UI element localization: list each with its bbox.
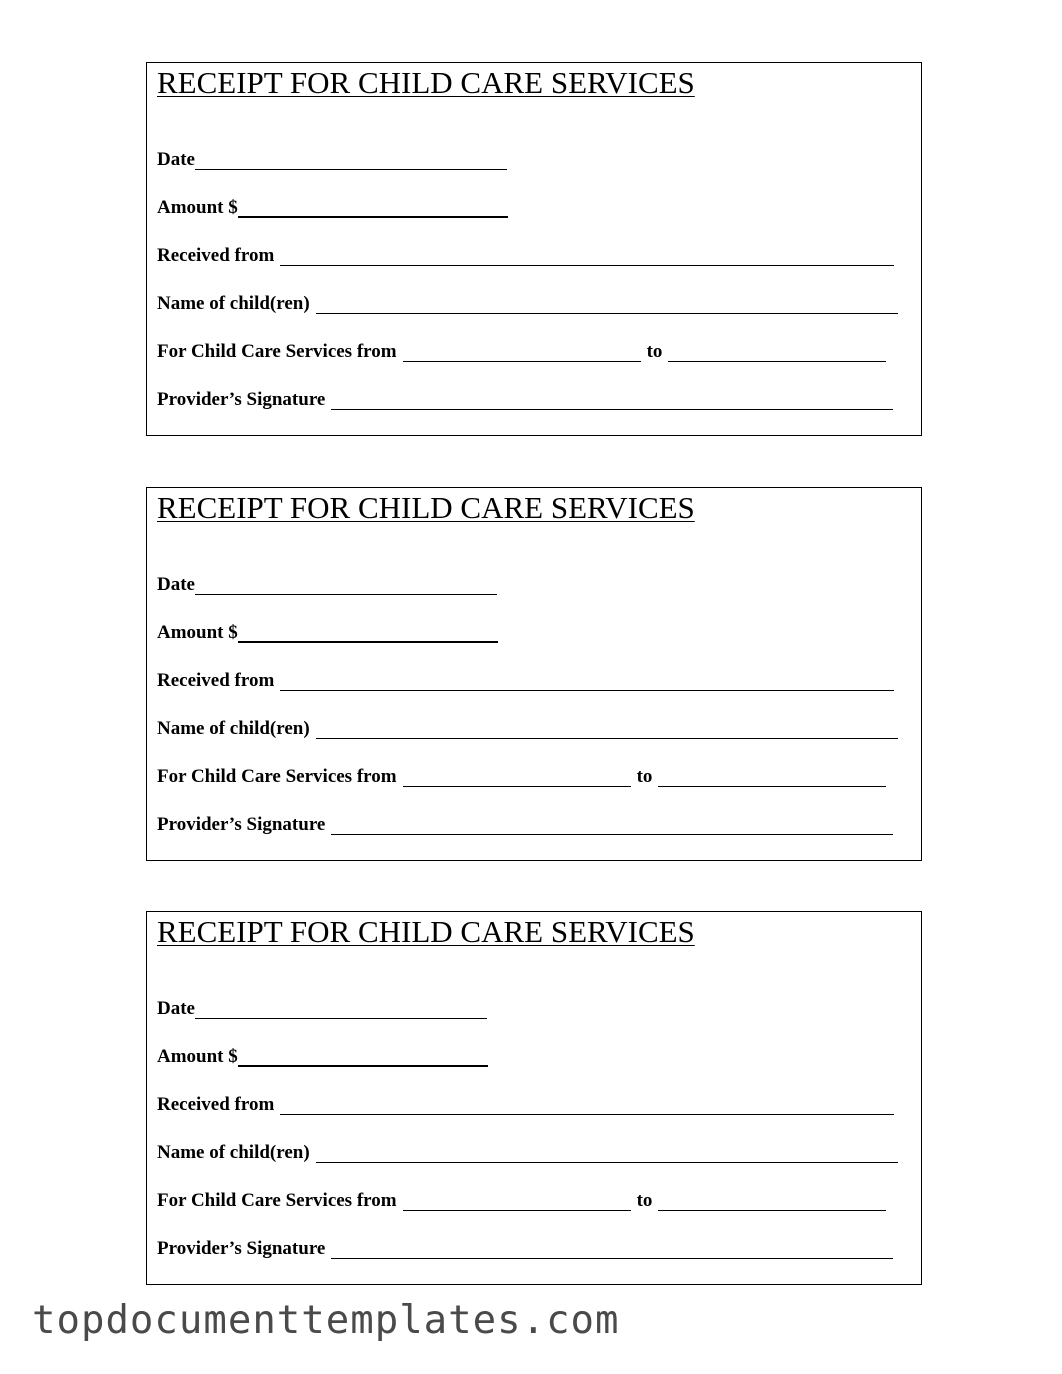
- signature-input-line[interactable]: [331, 1258, 893, 1259]
- received-from-input-line[interactable]: [280, 1114, 894, 1115]
- service-period-field: [157, 341, 886, 365]
- date-field: [157, 998, 487, 1022]
- service-to-input-line[interactable]: [658, 786, 886, 787]
- received-from-label: Received from: [157, 1094, 275, 1115]
- received-from-field: [157, 245, 894, 269]
- service-from-label: For Child Care Services from: [157, 766, 397, 787]
- received-from-field: [157, 1094, 894, 1118]
- amount-label: Amount $: [157, 622, 238, 643]
- received-from-input-line[interactable]: [280, 265, 894, 266]
- service-from-input-line[interactable]: [403, 1210, 631, 1211]
- amount-input-line[interactable]: [238, 641, 498, 643]
- service-to-input-line[interactable]: [658, 1210, 886, 1211]
- service-period-field: [157, 1190, 886, 1214]
- signature-label: Provider’s Signature: [157, 814, 326, 835]
- children-name-input-line[interactable]: [316, 738, 898, 739]
- amount-input-line[interactable]: [238, 216, 508, 218]
- service-to-label: to: [636, 1190, 653, 1211]
- receipt-title: RECEIPT FOR CHILD CARE SERVICES: [157, 490, 695, 525]
- amount-input-line[interactable]: [238, 1065, 488, 1067]
- service-from-label: For Child Care Services from: [157, 1190, 397, 1211]
- service-period-field: [157, 766, 886, 790]
- children-name-field: [157, 1142, 898, 1166]
- date-label: Date: [157, 998, 195, 1019]
- amount-label: Amount $: [157, 197, 238, 218]
- amount-field: [157, 197, 508, 221]
- watermark: topdocumenttemplates.com: [32, 1298, 620, 1343]
- service-to-input-line[interactable]: [668, 361, 886, 362]
- signature-field: [157, 814, 893, 838]
- signature-label: Provider’s Signature: [157, 1238, 326, 1259]
- children-name-field: [157, 293, 898, 317]
- received-from-field: [157, 670, 894, 694]
- service-to-label: to: [636, 766, 653, 787]
- date-label: Date: [157, 574, 195, 595]
- signature-field: [157, 389, 893, 413]
- received-from-input-line[interactable]: [280, 690, 894, 691]
- children-name-label: Name of child(ren): [157, 293, 310, 314]
- signature-input-line[interactable]: [331, 834, 893, 835]
- service-from-label: For Child Care Services from: [157, 341, 397, 362]
- date-label: Date: [157, 149, 195, 170]
- children-name-input-line[interactable]: [316, 1162, 898, 1163]
- amount-field: [157, 1046, 488, 1070]
- receipt-title: RECEIPT FOR CHILD CARE SERVICES: [157, 65, 695, 100]
- children-name-input-line[interactable]: [316, 313, 898, 314]
- amount-field: [157, 622, 498, 646]
- signature-label: Provider’s Signature: [157, 389, 326, 410]
- date-input-line[interactable]: [195, 594, 497, 595]
- date-field: [157, 574, 497, 598]
- receipt-2: [146, 487, 922, 861]
- service-to-label: to: [646, 341, 663, 362]
- received-from-label: Received from: [157, 245, 275, 266]
- signature-field: [157, 1238, 893, 1262]
- date-field: [157, 149, 507, 173]
- receipt-1: [146, 62, 922, 436]
- date-input-line[interactable]: [195, 1018, 487, 1019]
- signature-input-line[interactable]: [331, 409, 893, 410]
- amount-label: Amount $: [157, 1046, 238, 1067]
- receipt-title: RECEIPT FOR CHILD CARE SERVICES: [157, 914, 695, 949]
- children-name-label: Name of child(ren): [157, 718, 310, 739]
- service-from-input-line[interactable]: [403, 361, 641, 362]
- received-from-label: Received from: [157, 670, 275, 691]
- service-from-input-line[interactable]: [403, 786, 631, 787]
- date-input-line[interactable]: [195, 169, 507, 170]
- children-name-label: Name of child(ren): [157, 1142, 310, 1163]
- children-name-field: [157, 718, 898, 742]
- receipt-3: [146, 911, 922, 1285]
